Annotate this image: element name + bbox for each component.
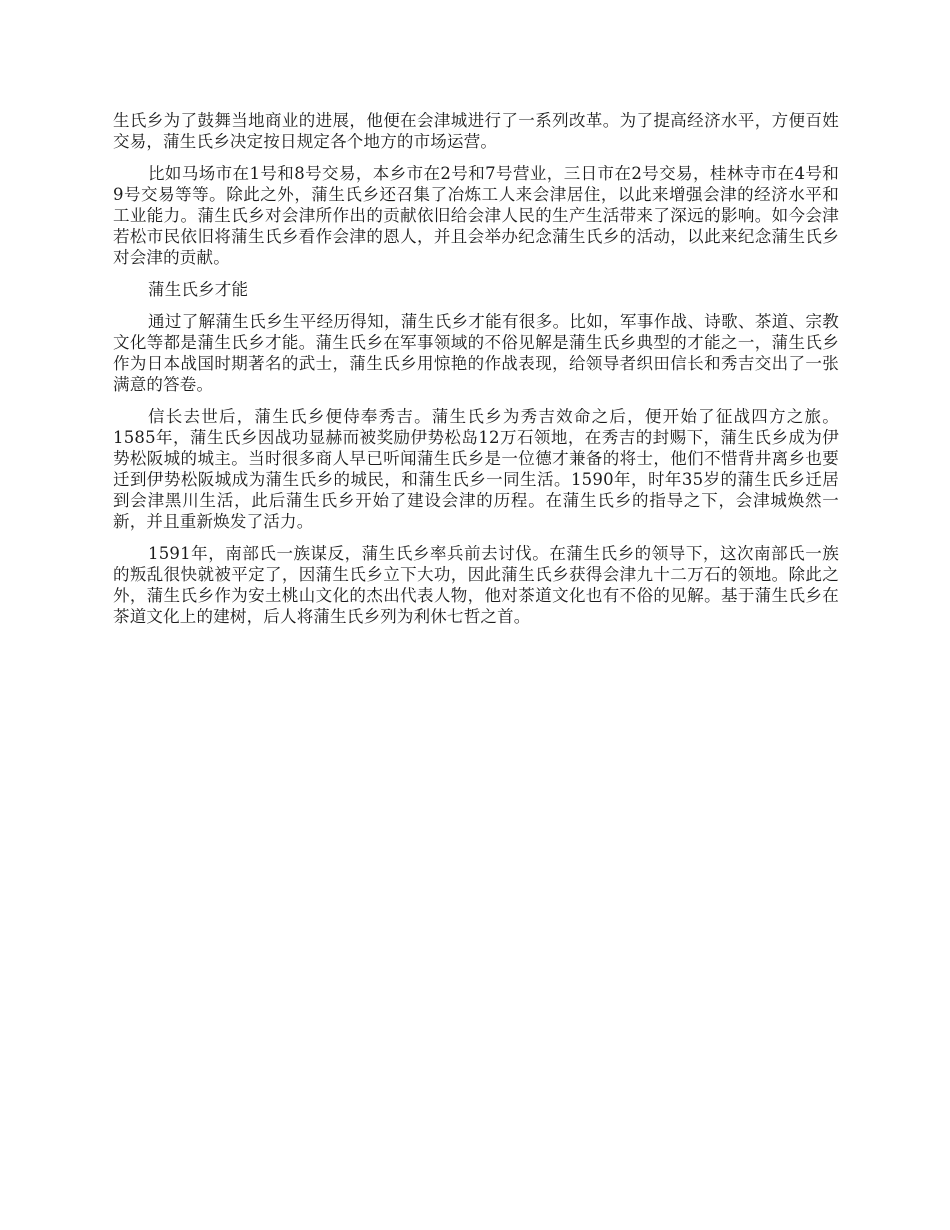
paragraph-talents: 通过了解蒲生氏乡生平经历得知，蒲生氏乡才能有很多。比如，军事作战、诗歌、茶道、宗教文化等都是蒲生氏乡才能。蒲生氏乡在军事领域的不俗见解是蒲生氏乡典型的才能之一，蒲生氏乡作为日本战国时期著名的武士，蒲生氏乡用惊艳的作战表现，给领导者织田信长和秀吉交出了一张满意的答卷。 xyxy=(113,312,839,394)
section-heading: 蒲生氏乡才能 xyxy=(148,280,249,299)
paragraph-1591: 1591年，南部氏一族谋反，蒲生氏乡率兵前去讨伐。在蒲生氏乡的领导下，这次南部氏一族的叛乱很快就被平定了，因蒲生氏乡立下大功，因此蒲生氏乡获得会津九十二万石的领地。除此之外，蒲生氏乡作为安土桃山文化的杰出代表人物，他对茶道文化也有不俗的见解。基于蒲生氏乡在茶道文化上的建树，后人将蒲生氏乡列为利休七哲之首。 xyxy=(113,544,839,626)
document-body xyxy=(113,110,839,638)
paragraph-markets: 比如马场市在1号和8号交易，本乡市在2号和7号营业，三日市在2号交易，桂林寺市在4号和9号交易等等。除此之外，蒲生氏乡还召集了冶炼工人来会津居住，以此来增强会津的经济水平和工业能力。蒲生氏乡对会津所作出的贡献依旧给会津人民的生产生活带来了深远的影响。如今会津若松市民依旧将蒲生氏乡看作会津的恩人，并且会举办纪念蒲生氏乡的活动，以此来纪念蒲生氏乡对会津的贡献。 xyxy=(113,164,839,267)
paragraph-hideyoshi: 信长去世后，蒲生氏乡便侍奉秀吉。蒲生氏乡为秀吉效命之后，便开始了征战四方之旅。1585年，蒲生氏乡因战功显赫而被奖励伊势松岛12万石领地，在秀吉的封赐下，蒲生氏乡成为伊势松阪城的城主。当时很多商人早已听闻蒲生氏乡是一位德才兼备的将士，他们不惜背井离乡也要迁到伊势松阪城成为蒲生氏乡的城民，和蒲生氏乡一同生活。1590年，时年35岁的蒲生氏乡迁居到会津黑川生活，此后蒲生氏乡开始了建设会津的历程。在蒲生氏乡的指导之下，会津城焕然一新，并且重新焕发了活力。 xyxy=(113,407,839,531)
paragraph-continuation: 生氏乡为了鼓舞当地商业的进展，他便在会津城进行了一系列改革。为了提高经济水平，方便百姓交易，蒲生氏乡决定按日规定各个地方的市场运营。 xyxy=(113,111,839,151)
